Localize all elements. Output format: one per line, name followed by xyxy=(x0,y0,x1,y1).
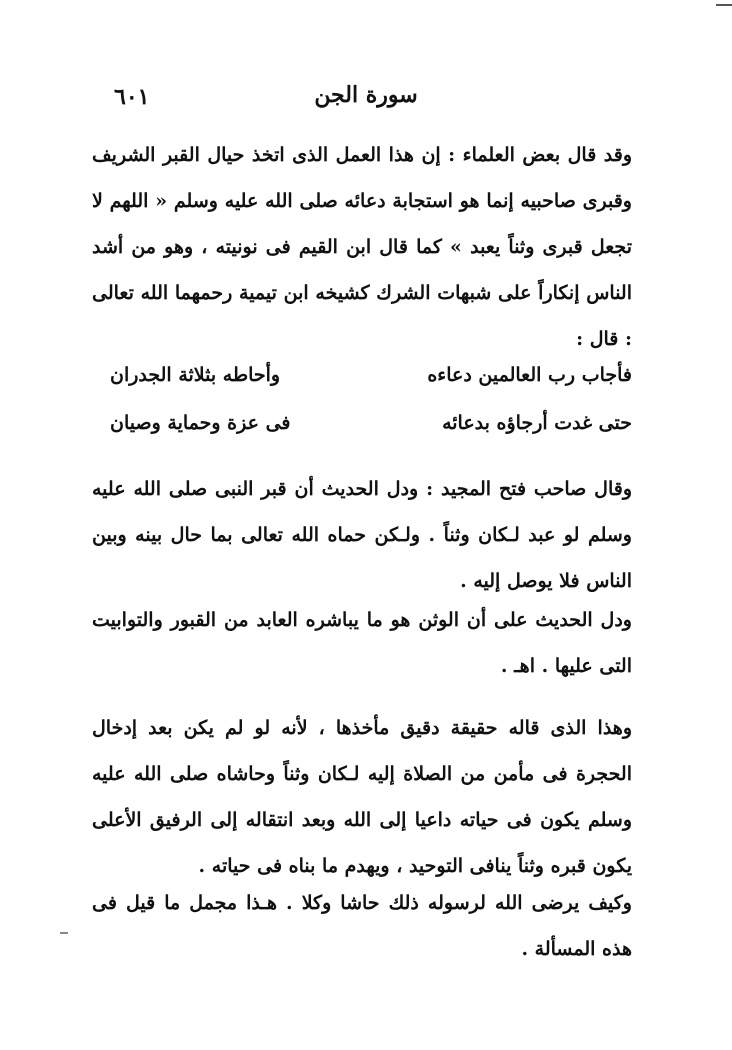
poem-line-1-first-hemistich: فأجاب رب العالمين دعاءه xyxy=(427,364,632,386)
paragraph-2: وقال صاحب فتح المجيد : ودل الحديث أن قبر النبى صلى الله عليه وسلم لو عبد لـكان وثناً . ولـكن حماه الله تعالى بما حال بينه وبين الناس فلا يوصل إليه . xyxy=(92,478,632,592)
page-number: ٦٠١ xyxy=(114,84,150,110)
page-header xyxy=(92,82,640,118)
poem-line-2 xyxy=(110,412,632,452)
poem-line-2-first-hemistich: حتى غدت أرجاؤه بدعائه xyxy=(442,412,632,434)
margin-mark-left xyxy=(60,932,68,934)
surah-title: سورة الجن xyxy=(314,82,418,108)
paragraph-3: ودل الحديث على أن الوثن هو ما يباشره العابد من القبور والتوابيت التى عليها . اهـ . xyxy=(92,609,632,677)
paragraph-5: وكيف يرضى الله لرسوله ذلك حاشا وكلا . هـذا مجمل ما قيل فى هذه المسألة . xyxy=(92,892,632,960)
poem-line-1 xyxy=(110,364,632,404)
margin-mark xyxy=(716,4,732,6)
paragraph-1: وقد قال بعض العلماء : إن هذا العمل الذى اتخذ حيال القبر الشريف وقبرى صاحبيه إنما هو استجابة دعائه صلى الله عليه وسلم « اللهم لا تجعل قبرى وثناً يعبد » كما قال ابن القيم فى نونيته ، وهو من أشد الناس إنكاراً على شبهات الشرك كشيخه ابن تيمية رحمهما الله تعالى : قال : xyxy=(92,144,632,350)
poem-line-1-second-hemistich: وأحاطه بثلاثة الجدران xyxy=(110,364,281,386)
paragraph-4: وهذا الذى قاله حقيقة دقيق مأخذها ، لأنه لو لم يكن بعد إدخال الحجرة فى مأمن من الصلاة إليه لـكان وثناً وحاشاه صلى الله عليه وسلم يكون فى حياته داعيا إلى الله وبعد انتقاله إلى الرفيق الأعلى يكون قبره وثناً ينافى التوحيد ، ويهدم ما بناه فى حياته . xyxy=(92,717,632,877)
poem-line-2-second-hemistich: فى عزة وحماية وصيان xyxy=(110,412,291,434)
